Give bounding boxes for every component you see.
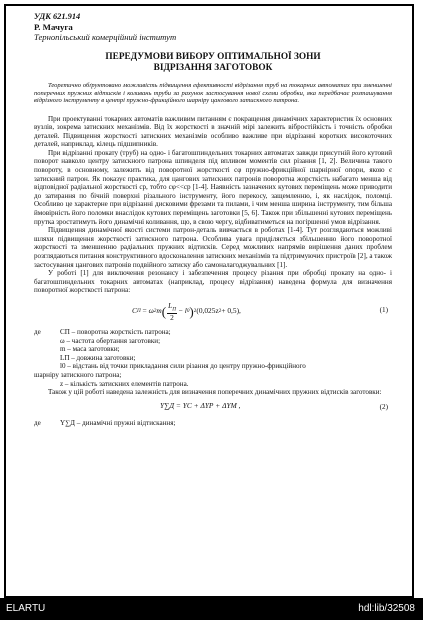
eq1-frac-num: L: [168, 300, 173, 310]
equation-2: [34, 400, 392, 416]
paragraph-5: Також у цій роботі наведена залежність для визначення поперечних динамічних пружних відтисків заготовки:: [48, 388, 382, 397]
eq1-outer-sup: 2: [193, 308, 197, 315]
page-content: [6, 6, 412, 427]
definition-row: [34, 354, 392, 363]
where-word: де: [34, 327, 41, 336]
affiliation: Тернопільський комерційний інститут: [34, 32, 177, 42]
paper-title: [34, 52, 392, 74]
eq1-l0-sub: 0: [186, 308, 190, 315]
definition-item: LП – довжина заготовки;: [60, 353, 136, 362]
paragraph-3: Підвищення динамічної якості системи патрон-деталь вивчається в роботах [1-4]. Тут розглядаються можливі шляхи підвищення жорсткості затискного патрона. Особлива увага приділяється збільшенню його поворотної жорсткості та зменшенню радіальних пружних відтисків. Серед можливих напрямів вирішення даних проблем розглядаються питання конструктивного вдосконалення затискних механізмів та підтримуючих пристроїв [2], а також застосування цангових патронів подвійного затиску або самоналагоджувальних [1].: [34, 226, 392, 269]
definition-item: ω – частота обертання заготовки;: [60, 336, 161, 345]
definition-row: [34, 380, 392, 389]
eq1-frac-den: 2: [170, 313, 174, 323]
document-page: [4, 4, 414, 598]
udc-code: УДК 621.914: [34, 12, 81, 21]
eq1-tail: (0,025z: [196, 306, 219, 316]
definition-row: [34, 362, 392, 371]
where-word: де: [34, 418, 41, 427]
definitions-list: [34, 328, 392, 388]
eq1-omega: ω: [148, 306, 154, 316]
author-name: Р. Мачуга: [34, 22, 73, 32]
repository-footer-bar: [0, 598, 423, 620]
paragraph-4: У роботі [1] для виключення резонансу і забезпечення процесу різання при обробці прокату на одно- і багатошпиндельних токарних автоматах (наприклад, процесу відрізання) наведена формула для визначення поворотної жорсткості патрона:: [34, 269, 392, 295]
repository-name: ELARTU: [6, 603, 46, 614]
equation-1: [34, 300, 392, 322]
eq1-fraction: [167, 302, 177, 321]
eq1-tail-end: + 0,5),: [221, 306, 241, 316]
definition-row: [34, 337, 392, 346]
eq1-frac-num-sub: П: [172, 306, 176, 313]
definition-continuation: шарніру затискного патрона;: [34, 370, 122, 379]
abstract: Теоретично обґрунтовано можливість підвищення ефективності відрізання труб на токарних автоматах при зменшенні поперечних пружних відтисків і коливань труби за рахунок застосування нової схеми обробки, яка передбачає розташування відрізного інструменту в центрі пружно-фрикційного шарніру цангового затискного патрона.: [34, 82, 392, 104]
eq1-mass: m: [156, 306, 162, 316]
definition-row: [34, 419, 392, 428]
equation-1-formula: C П = ω 2 m ( $\frac{L_П}{2}$ − l 0 ) 2 (0,025z 2 + 0,5),: [132, 300, 241, 323]
handle-id: hdl:lib/32508: [358, 603, 415, 614]
definition-row: [34, 328, 392, 337]
equation-2-formula: Y∑Д = YС + ΔYР + ΔYМ ,: [160, 400, 241, 410]
eq1-tail-sup: 2: [218, 308, 222, 315]
title-line-2: ВІДРІЗАННЯ ЗАГОТОВОК: [153, 63, 273, 73]
paragraph-2: При відрізанні прокату (труб) на одно- і багатошпиндельних токарних автоматах завжди присутній його кутовий поворот навколо центру затискного патрона шпинделя під впливом моментів сил різання [1, 2]. Величина такого повороту, в основному, залежить від поворотної жорсткості cφ пружно-фрикційної шарнірної опори, якою є затискний патрон. Як показує практика, для цангових затискних патронів поворотна жорсткість набагато менша від відповідної радіальної жорсткості cр, тобто cφ<<cр [1-4]. Наявність зазначених кутових переміщень може приводити до затирання по бічній поверхні різального інструменту, його перекосу, защемленню, і, як наслідок, поломці. Особливо це характерне при відрізанні дисковими фрезами та пилами, і чим менша ширина інструменту, тим більша ймовірність його поломки внаслідок кутових переміщень заготовки [5, 6]. Також при збільшенні кутових переміщень прутка зростатимуть його динамічні коливання, що, в свою чергу, відбиватиметься на погіршенні умов відрізання.: [34, 148, 392, 226]
equation-2-number: (2): [379, 402, 388, 411]
paragraph-1: При проектуванні токарних автоматів важливим питанням є покращення динамічних характеристик їх основних вузлів, зокрема затискних механізмів. Від їх жорсткості в значній мірі залежить вібростійкість і точність обробки деталей. Підвищення жорсткості затискних механізмів особливо важливе при відрізанні коротких високоточних деталей, наприклад, кілець підшипників.: [34, 114, 392, 149]
definition-item: m – маса заготовки;: [60, 345, 120, 354]
eq1-minus-l0: − l: [177, 306, 187, 316]
eq1-omega-sup: 2: [153, 308, 157, 315]
definition-row: [34, 345, 392, 354]
equation-1-number: (1): [379, 305, 388, 314]
definition-item: l0 – відстань від точки прикладання сили різання до центру пружно-фрикційного: [60, 362, 306, 371]
definition-item: Y∑Д – динамічні пружні відтискання;: [60, 418, 176, 427]
definition-item: CП – поворотна жорсткість патрона;: [60, 327, 171, 336]
eq1-lhs: C: [132, 306, 137, 316]
definition-item: z – кількість затискних елементів патрона.: [60, 379, 189, 388]
eq1-lhs-sub: П: [136, 308, 141, 315]
title-line-1: ПЕРЕДУМОВИ ВИБОРУ ОПТИМАЛЬНОЇ ЗОНИ: [105, 52, 321, 62]
